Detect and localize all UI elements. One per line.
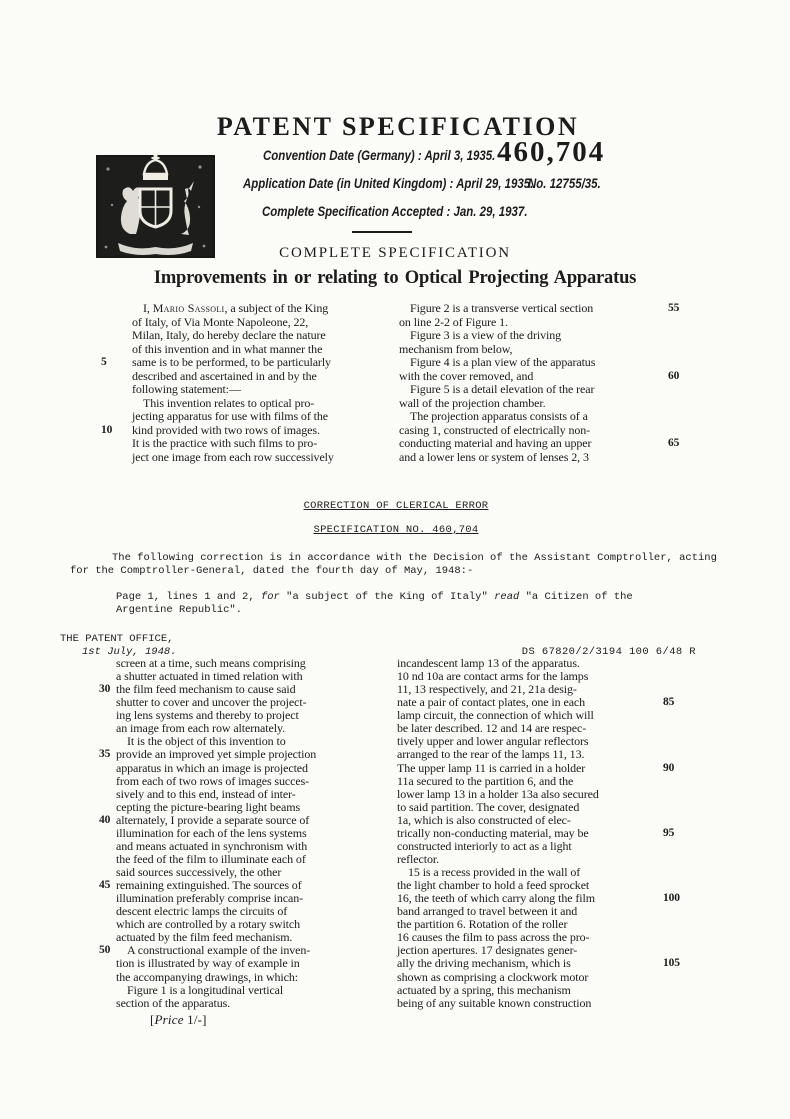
line-text: ing lens systems and thereby to project (116, 708, 299, 723)
line-text: the partition 6. Rotation of the roller (397, 917, 568, 932)
text-line (399, 397, 700, 411)
text-line (99, 775, 356, 788)
text-line (399, 451, 700, 465)
text-line (99, 814, 356, 827)
document-title: PATENT SPECIFICATION (216, 112, 580, 141)
text-line (397, 840, 697, 853)
line-text: nate a pair of contact plates, one in each (397, 695, 586, 710)
margin-line-number: 55 (668, 302, 680, 314)
line-text: incandescent lamp 13 of the apparatus. (397, 656, 580, 670)
line-text: of Italy, of Via Monte Napoleone, 22, (132, 314, 309, 329)
line-text: illumination for each of the lens systems (116, 825, 307, 840)
text-line (399, 383, 700, 397)
text-line (101, 383, 384, 397)
line-text: lower lamp 13 in a holder 13a also secured (397, 786, 599, 801)
line-text: which are controlled by a rotary switch (116, 917, 301, 932)
price-value: 1/-] (183, 1012, 207, 1027)
text-line (397, 801, 697, 814)
text-line (101, 302, 384, 316)
line-text: the accompanying drawings, in which: (116, 969, 299, 984)
line-text: Figure 4 is a plan view of the apparatus (410, 355, 596, 369)
margin-line-number: 65 (668, 437, 680, 449)
line-text: shown as comprising a clockwork motor (397, 969, 589, 984)
text-line (399, 343, 700, 357)
line-text: band arranged to travel between it and (397, 904, 578, 919)
divider-rule (352, 231, 412, 233)
text-line (99, 788, 356, 801)
line-text: same is to be performed, to be particularly (132, 355, 331, 369)
patent-office-line: THE PATENT OFFICE, (60, 633, 174, 645)
patent-number: 460,704 (497, 136, 606, 168)
line-text: provide an improved yet simple projection (116, 747, 317, 762)
correction-instruction-text: Page 1, lines 1 and 2, (116, 591, 261, 603)
application-number: No. 12755/35. (528, 176, 601, 191)
line-text: conducting material and having an upper (399, 436, 592, 450)
text-line (399, 370, 700, 384)
text-line (397, 762, 697, 775)
line-text: I, Mario Sassoli, a subject of the King (143, 301, 329, 315)
text-line (397, 957, 697, 970)
convention-date-line: Convention Date (Germany) : April 3, 1935. (263, 148, 496, 163)
line-text: a shutter actuated in timed relation with (116, 669, 303, 684)
line-text: This invention relates to optical pro- (143, 395, 315, 410)
price-line (150, 1012, 207, 1028)
line-text: It is the object of this invention to (127, 734, 286, 749)
text-line (99, 762, 356, 775)
text-line (397, 788, 697, 801)
text-line (99, 748, 356, 761)
margin-line-number: 60 (668, 369, 680, 382)
upper-left-column (101, 302, 384, 464)
text-line (399, 424, 700, 438)
line-text: tion is illustrated by way of example in (116, 956, 300, 971)
line-text: Figure 3 is a view of the driving (410, 328, 562, 342)
section-heading: COMPLETE SPECIFICATION (279, 245, 511, 261)
margin-line-number: 90 (663, 761, 675, 774)
line-text: A constructional example of the inven- (127, 943, 311, 958)
line-text: wall of the projection chamber. (399, 395, 546, 410)
line-text: jecting apparatus for use with films of the (132, 409, 328, 423)
line-text: with the cover removed, and (399, 368, 534, 383)
line-text: illumination preferably comprise incan- (116, 891, 304, 906)
line-text: from each of two rows of images succes- (116, 773, 310, 788)
correction-instruction (116, 591, 682, 616)
line-text: on line 2-2 of Figure 1. (399, 314, 508, 329)
text-line (397, 971, 697, 984)
line-text: ally the driving mechanism, which is (397, 956, 571, 971)
line-text: descent electric lamps the circuits of (116, 904, 288, 919)
text-line (399, 437, 700, 451)
text-line (397, 984, 697, 997)
margin-line-number: 50 (99, 944, 111, 957)
price-word: Price (154, 1012, 184, 1027)
margin-line-number: 10 (101, 423, 113, 436)
line-text: described and ascertained in and by the (132, 368, 317, 383)
correction-paragraph: The following correction is in accordance with the Decision of the Assistant Comptroller, acting for the Comptroller-General, dated the fourth day of May, 1948:- (70, 552, 717, 577)
line-text: arranged to the rear of the lamps 11, 13. (397, 747, 585, 762)
upper-right-column (399, 302, 700, 464)
line-text: remaining extinguished. The sources of (116, 878, 302, 893)
text-line (399, 329, 700, 343)
line-text: actuated by the film feed mechanism. (116, 930, 293, 945)
line-text: cepting the picture-bearing light beams (116, 799, 301, 814)
line-text: the light chamber to hold a feed sprocket (397, 878, 590, 893)
line-text: Milan, Italy, do hereby declare the nature (132, 328, 326, 342)
text-line (101, 370, 384, 384)
price-bracket: [ (150, 1012, 155, 1027)
print-reference-code: DS 67820/2/3194 100 6/48 R (521, 645, 696, 658)
margin-line-number: 105 (663, 957, 680, 970)
line-text: apparatus in which an image is projected (116, 760, 308, 775)
correction-date: 1st July, 1948. (82, 645, 177, 658)
line-text: section of the apparatus. (116, 995, 231, 1010)
line-text: said sources successively, the other (116, 865, 282, 879)
line-text: kind provided with two rows of images. (132, 422, 320, 437)
line-text: 16 causes the film to pass across the pro- (397, 930, 590, 945)
line-text: casing 1, constructed of electrically non- (399, 422, 591, 437)
text-line (397, 827, 697, 840)
margin-line-number: 85 (663, 696, 675, 709)
line-text: 11, 13 respectively, and 21, 21a desig- (397, 682, 577, 697)
lower-left-column (99, 657, 356, 1010)
line-text: ject one image from each row successively (132, 449, 334, 464)
text-line (99, 840, 356, 853)
text-line (397, 997, 697, 1010)
text-line (399, 356, 700, 370)
line-text: 1a, which is also constructed of elec- (397, 812, 571, 827)
line-text: be later described. 12 and 14 are respec- (397, 721, 587, 736)
line-text: 16, the teeth of which carry along the film (397, 891, 595, 906)
margin-line-number: 45 (99, 879, 111, 892)
text-line (101, 437, 384, 451)
invention-title: Improvements in or relating to Optical Projecting Apparatus (153, 268, 637, 288)
text-line (399, 410, 700, 424)
royal-coat-of-arms (96, 151, 215, 258)
line-text: Figure 1 is a longitudinal vertical (127, 982, 284, 997)
acceptance-date-line: Complete Specification Accepted : Jan. 29, 1937. (262, 204, 528, 219)
text-line (101, 316, 384, 330)
line-text: The projection apparatus consists of a (410, 409, 588, 423)
line-text: Figure 2 is a transverse vertical section (410, 301, 594, 315)
read-word: read (494, 591, 520, 603)
lower-right-column (397, 657, 697, 1010)
text-line (101, 356, 384, 370)
line-text: screen at a time, such means comprising (116, 656, 306, 670)
text-line (101, 451, 384, 465)
text-line (397, 775, 697, 788)
text-line (99, 827, 356, 840)
line-text: mechanism from below, (399, 341, 513, 356)
correction-heading: CORRECTION OF CLERICAL ERROR (303, 500, 489, 512)
text-line (101, 424, 384, 438)
line-text: an image from each row alternately. (116, 721, 285, 736)
text-line (101, 397, 384, 411)
line-text: actuated by a spring, this mechanism (397, 982, 571, 997)
correction-notice (60, 500, 732, 658)
line-text: 15 is a recess provided in the wall of (408, 865, 581, 879)
correction-spec-number: SPECIFICATION NO. 460,704 (313, 523, 479, 536)
line-text: of this invention and in what manner the (132, 341, 323, 356)
correction-new-text: "a Citizen of the Argentine Republic". (116, 591, 633, 616)
line-text: and means actuated in synchronism with (116, 838, 308, 853)
text-line (397, 748, 697, 761)
line-text: It is the practice with such films to pro- (132, 436, 318, 450)
line-text: alternately, I provide a separate source of (116, 812, 310, 827)
line-text: sively and to this end, instead of inter- (116, 786, 296, 801)
correction-old-text: "a subject of the King of Italy" (279, 591, 495, 603)
line-text: 10 nd 10a are contact arms for the lamps (397, 669, 589, 684)
margin-line-number: 40 (99, 813, 111, 826)
for-word: for (260, 591, 280, 603)
text-line (101, 410, 384, 424)
margin-line-number: 5 (101, 356, 107, 368)
text-line (99, 957, 356, 970)
line-text: being of any suitable known construction (397, 995, 592, 1010)
line-text: the feed of the film to illuminate each of (116, 851, 306, 866)
margin-line-number: 35 (99, 748, 111, 761)
line-text: reflector. (397, 851, 439, 866)
text-line (99, 801, 356, 814)
line-text: shutter to cover and uncover the project- (116, 695, 307, 710)
text-line (101, 343, 384, 357)
text-line (99, 997, 356, 1010)
line-text: to said partition. The cover, designated (397, 799, 580, 814)
line-text: The upper lamp 11 is carried in a holder (397, 760, 586, 775)
line-text: and a lower lens or system of lenses 2, 3 (399, 449, 589, 464)
text-line (397, 814, 697, 827)
text-line (99, 971, 356, 984)
margin-line-number: 95 (663, 826, 675, 839)
line-text: lamp circuit, the connection of which will (397, 708, 594, 723)
line-text: jection apertures. 17 designates gener- (397, 943, 578, 958)
margin-line-number: 30 (99, 683, 111, 696)
text-line (99, 984, 356, 997)
line-text: tively upper and lower angular reflectors (397, 734, 589, 749)
margin-line-number: 100 (663, 892, 680, 905)
line-text: Figure 5 is a detail elevation of the rear (410, 382, 595, 396)
application-date-line: Application Date (in United Kingdom) : April 29, 1935. (243, 176, 534, 191)
line-text: following statement:— (132, 382, 241, 396)
line-text: trically non-conducting material, may be (397, 825, 589, 840)
line-text: the film feed mechanism to cause said (116, 682, 296, 697)
text-line (101, 329, 384, 343)
text-line (399, 316, 700, 330)
text-line (399, 302, 700, 316)
line-text: constructed interiorly to act as a light (397, 838, 572, 853)
line-text: 11a secured to the partition 6, and the (397, 773, 574, 788)
